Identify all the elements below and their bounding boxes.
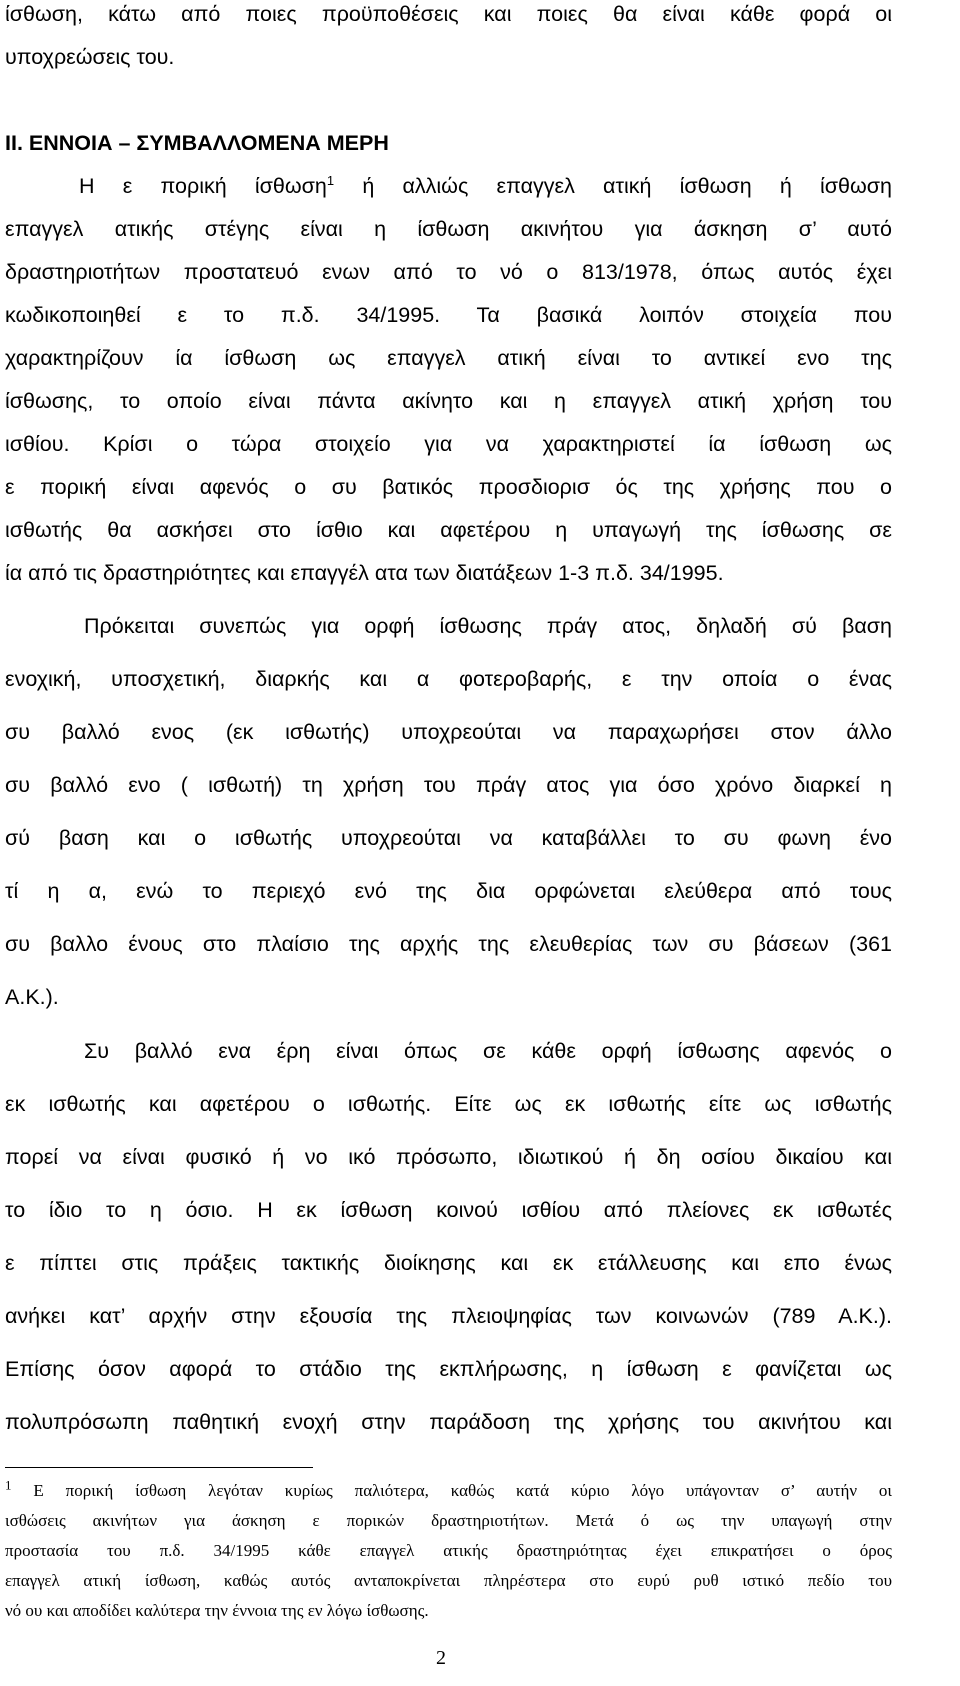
footnote-line: [5, 1477, 892, 1502]
body-line: Επίσης όσον αφορά το στάδιο της εκπλήρωσης, η ίσθωση ε φανίζεται ως: [5, 1357, 892, 1381]
body-line: δραστηριοτήτων προστατευό ενων από το νό ο 813/1978, όπως αυτός έχει: [5, 260, 892, 284]
body-line: το ίδιο το η όσιο. Η εκ ίσθωση κοινού ισθίου από πλείονες εκ ισθωτές: [5, 1198, 892, 1222]
body-line: ισθωτής θα ασκήσει στο ίσθιο και αφετέρου η υπαγωγή της ίσθωσης σε: [5, 518, 892, 542]
body-line: ισθίου. Κρίσι ο τώρα στοιχείο για να χαρακτηριστεί ία ίσθωση ως: [5, 432, 892, 456]
line-part: Ε πορική ίσθωση λεγόταν κυρίως παλιότερα, καθώς κατά κύριο λόγο υπάγονταν σ’ αυτήν οι: [33, 1481, 892, 1500]
footnote-line: επαγγελ ατική ίσθωση, καθώς αυτός ανταποκρίνεται πληρέστερα στο ευρύ ρυθ ιστικό πεδίο του: [5, 1571, 892, 1590]
body-line: [5, 172, 892, 200]
body-line: συ βαλλό ενο ( ισθωτή) τη χρήση του πράγ ατος για όσο χρόνο διαρκεί η: [5, 773, 892, 797]
body-line: ία από τις δραστηριότητες και επαγγέλ ατα των διατάξεων 1-3 π.δ. 34/1995.: [5, 561, 724, 585]
body-line: εκ ισθωτής και αφετέρου ο ισθωτής. Είτε ως εκ ισθωτής είτε ως ισθωτής: [5, 1092, 892, 1116]
body-line: χαρακτηρίζουν ία ίσθωση ως επαγγελ ατική είναι το αντικεί ενο της: [5, 346, 892, 370]
footnote-number: 1: [5, 1477, 12, 1493]
page-number: 2: [436, 1647, 446, 1669]
body-line: τί η α, ενώ το περιεχό ενό της δια ορφώνεται ελεύθερα από τους: [5, 879, 892, 903]
footnote-line: νό ου και αποδίδει καλύτερα την έννοια της εν λόγω ίσθωσης.: [5, 1601, 429, 1620]
body-line: ίσθωσης, το οποίο είναι πάντα ακίνητο και η επαγγελ ατική χρήση του: [5, 389, 892, 413]
body-line: ενοχική, υποσχετική, διαρκής και α φοτεροβαρής, ε την οποία ο ένας: [5, 667, 892, 691]
body-line: συ βαλλο ένους στο πλαίσιο της αρχής της ελευθερίας των συ βάσεων (361: [5, 932, 892, 956]
body-line: πορεί να είναι φυσικό ή νο ικό πρόσωπο, ιδιωτικού ή δη οσίου δικαίου και: [5, 1145, 892, 1169]
body-line: ε πίπτει στις πράξεις τακτικής διοίκησης και εκ ετάλλευσης και επο ένως: [5, 1251, 892, 1275]
body-line: ε πορική είναι αφενός ο συ βατικός προσδιορισ ός της χρήσης που ο: [5, 475, 892, 499]
section-heading: ΙΙ. ΕΝΝΟΙΑ – ΣΥΜΒΑΛΛΟΜΕΝΑ ΜΕΡΗ: [5, 131, 389, 155]
body-line: Συ βαλλό ενα έρη είναι όπως σε κάθε ορφή ίσθωσης αφενός ο: [84, 1039, 892, 1063]
footnote-reference: 1: [326, 172, 335, 188]
body-line: Α.Κ.).: [5, 985, 59, 1009]
footnote-line: προστασία του π.δ. 34/1995 κάθε επαγγελ ατικής δραστηριότητας έχει επικρατήσει ο όρος: [5, 1541, 892, 1560]
body-line: πολυπρόσωπη παθητική ενοχή στην παράδοση της χρήσης του ακινήτου και: [5, 1410, 892, 1434]
body-line: Πρόκειται συνεπώς για ορφή ίσθωσης πράγ ατος, δηλαδή σύ βαση: [84, 614, 892, 638]
body-line: συ βαλλό ενος (εκ ισθωτής) υποχρεούται να παραχωρήσει στον άλλο: [5, 720, 892, 744]
line-part: ή αλλιώς επαγγελ ατική ίσθωση ή ίσθωση: [362, 174, 892, 198]
footnote-separator: [5, 1467, 313, 1468]
footnote-line: ισθώσεις ακινήτων για άσκηση ε πορικών δραστηριοτήτων. Μετά ό ως την υπαγωγή στην: [5, 1511, 892, 1530]
body-line: ανήκει κατ’ αρχήν στην εξουσία της πλειοψηφίας των κοινωνών (789 Α.Κ.).: [5, 1304, 892, 1328]
line-part: Η ε πορική ίσθωση: [79, 174, 327, 198]
body-line: κωδικοποιηθεί ε το π.δ. 34/1995. Τα βασικά λοιπόν στοιχεία που: [5, 303, 892, 327]
body-line: υποχρεώσεις του.: [5, 45, 175, 69]
body-line: σύ βαση και ο ισθωτής υποχρεούται να καταβάλλει το συ φωνη ένο: [5, 826, 892, 850]
body-line: επαγγελ ατικής στέγης είναι η ίσθωση ακινήτου για άσκηση σ’ αυτό: [5, 217, 892, 241]
body-line: ίσθωση, κάτω από ποιες προϋποθέσεις και ποιες θα είναι κάθε φορά οι: [5, 2, 892, 26]
